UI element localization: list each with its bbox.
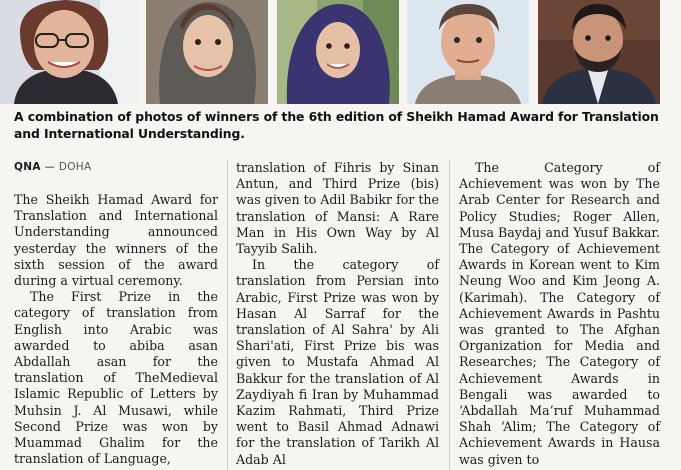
dateline-city: DOHA: [58, 161, 92, 173]
dateline-dash: —: [44, 161, 56, 173]
woman-with-glasses-photo: [0, 0, 138, 104]
photo-caption: A combination of photos of winners of the 6th edition of Sheikh Hamad Award for Translation and International Understanding.: [14, 109, 659, 141]
article-paragraph: translation of Fihris by Sinan Antun, and Third Prize (bis) was given to Adil Babikr for the translation of Mansi: A Rare Man in His Own Way by Al Tayyib Salih.: [236, 160, 439, 257]
article-column-1: [14, 160, 218, 467]
article-paragraph: In the category of translation from Persian into Arabic, First Prize was won by Hasan Al Sarraf for the translation of Al Sahra' by Ali Shari'ati, First Prize bis was given to Mustafa Ahmad Al Bakkur for the translation of Al Zaydiyah fi Iran by Muhammad Kazim Rahmati, Third Prize went to Basil Ahmad Adnawi for the translation of Tarikh Al Adab Al: [236, 257, 439, 467]
article-column-3: [459, 160, 660, 468]
article-column-2: [236, 160, 439, 468]
article-paragraph: The Sheikh Hamad Award for Translation and International Understanding announced yesterday the winners of the sixth session of the award during a virtual ceremony.: [14, 192, 218, 289]
dateline-agency: QNA: [14, 161, 41, 173]
article-paragraph: The First Prize in the category of translation from English into Arabic was awarded to abiba asan Abdallah asan for the translation of TheMedieval Islamic Republic of Letters by Muhsin J. Al Musawi, while Second Prize was won by Muammad Ghalim for the translation of Language,: [14, 289, 218, 467]
photo-strip: [0, 0, 681, 104]
woman-in-hijab-photo: [277, 0, 399, 104]
article-paragraph: The Category of Achievement was won by The Arab Center for Research and Policy Studies; Roger Allen, Musa Baydaj and Yusuf Bakkar. The Category of Achievement Awards in Korean went to Kim Neung Woo and Kim Jeong A. (Karimah). The Category of Achievement Awards in Pashtu was granted to The Afghan Organization for Media and Researches; The Category of Achievement Awards in Bengali was awarded to ‘Abdallah Ma’ruf Muhammad Shah ‘Alim; The Category of Achievement Awards in Hausa was given to: [459, 160, 660, 467]
column-divider: [449, 160, 450, 470]
dateline: [14, 160, 218, 174]
column-divider: [227, 160, 228, 470]
bearded-man-in-suit-photo: [538, 0, 660, 104]
man-portrait-photo: [407, 0, 529, 104]
woman-in-headscarf-photo: [146, 0, 268, 104]
